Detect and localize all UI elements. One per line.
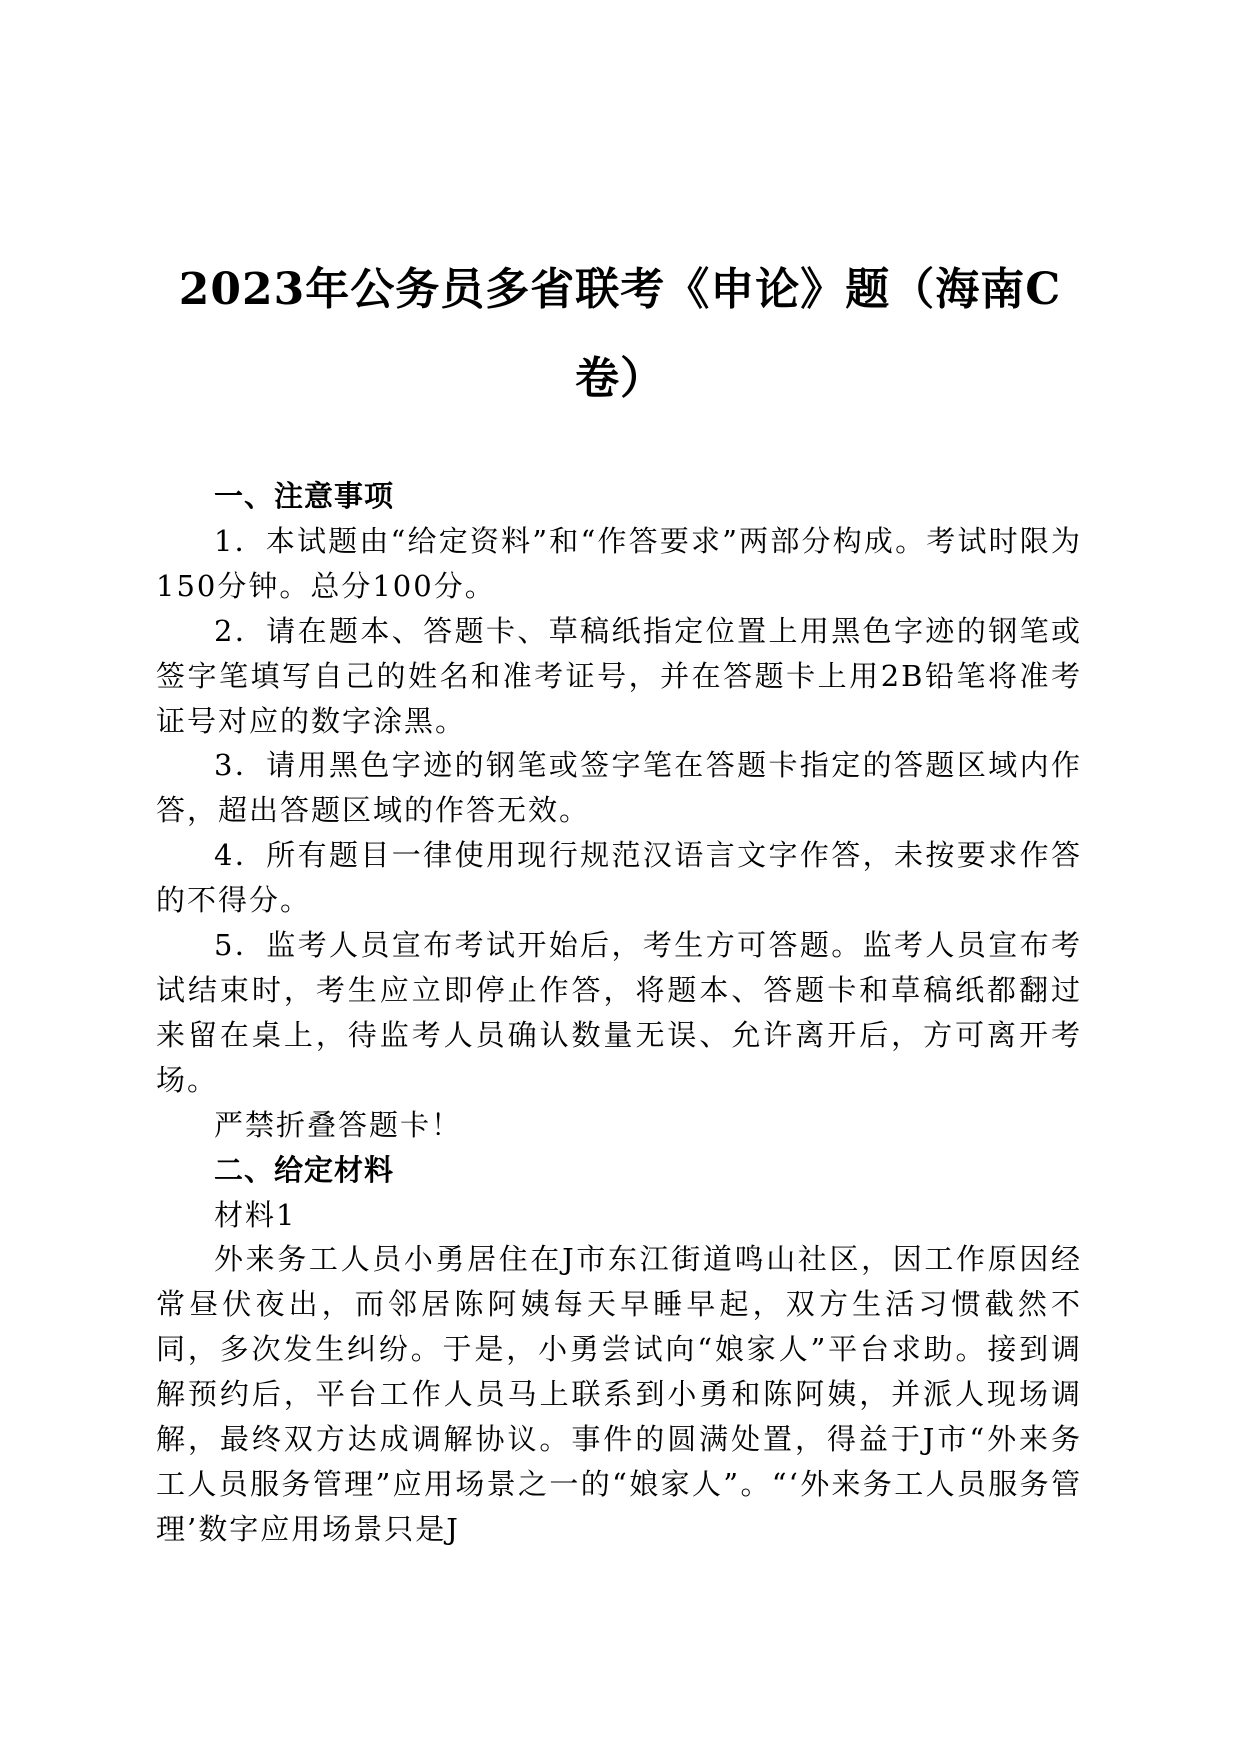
note-item-5: 5．监考人员宣布考试开始后，考生方可答题。监考人员宣布考试结束时，考生应立即停止作答，将题本、答题卡和草稿纸都翻过来留在桌上，待监考人员确认数量无误、允许离开后，方可离开考场。 bbox=[156, 928, 1082, 1097]
section-heading-materials: 二、给定材料 bbox=[214, 1152, 395, 1187]
note-item-2: 2．请在题本、答题卡、草稿纸指定位置上用黑色字迹的钢笔或签字笔填写自己的姓名和准考证号，并在答题卡上用2B铅笔将准考证号对应的数字涂黑。 bbox=[156, 613, 1082, 738]
warning-text: 严禁折叠答题卡！ bbox=[214, 1107, 463, 1142]
note-item-1: 1．本试题由“给定资料”和“作答要求”两部分构成。考试时限为150分钟。总分100分。 bbox=[156, 523, 1082, 603]
document-title-line-2: 卷） bbox=[575, 353, 665, 404]
section-heading-notes: 一、注意事项 bbox=[214, 479, 395, 513]
note-item-3: 3．请用黑色字迹的钢笔或签字笔在答题卡指定的答题区域内作答，超出答题区域的作答无效。 bbox=[156, 748, 1082, 828]
document-body bbox=[156, 474, 1082, 1552]
material-paragraph: 外来务工人员小勇居住在J市东江街道鸣山社区，因工作原因经常昼伏夜出，而邻居陈阿姨每天早睡早起，双方生活习惯截然不同，多次发生纠纷。于是，小勇尝试向“娘家人”平台求助。接到调解预约后，平台工作人员马上联系到小勇和陈阿姨，并派人现场调解，最终双方达成调解协议。事件的圆满处置，得益于J市“外来务工人员服务管理”应用场景之一的“娘家人”。“‘外来务工人员服务管理’数字应用场景只是J bbox=[156, 1242, 1082, 1546]
material-label: 材料1 bbox=[214, 1197, 297, 1232]
document-title-line-1: 2023年公务员多省联考《申论》题（海南C bbox=[178, 264, 1062, 315]
note-item-4: 4．所有题目一律使用现行规范汉语言文字作答，未按要求作答的不得分。 bbox=[156, 838, 1082, 918]
